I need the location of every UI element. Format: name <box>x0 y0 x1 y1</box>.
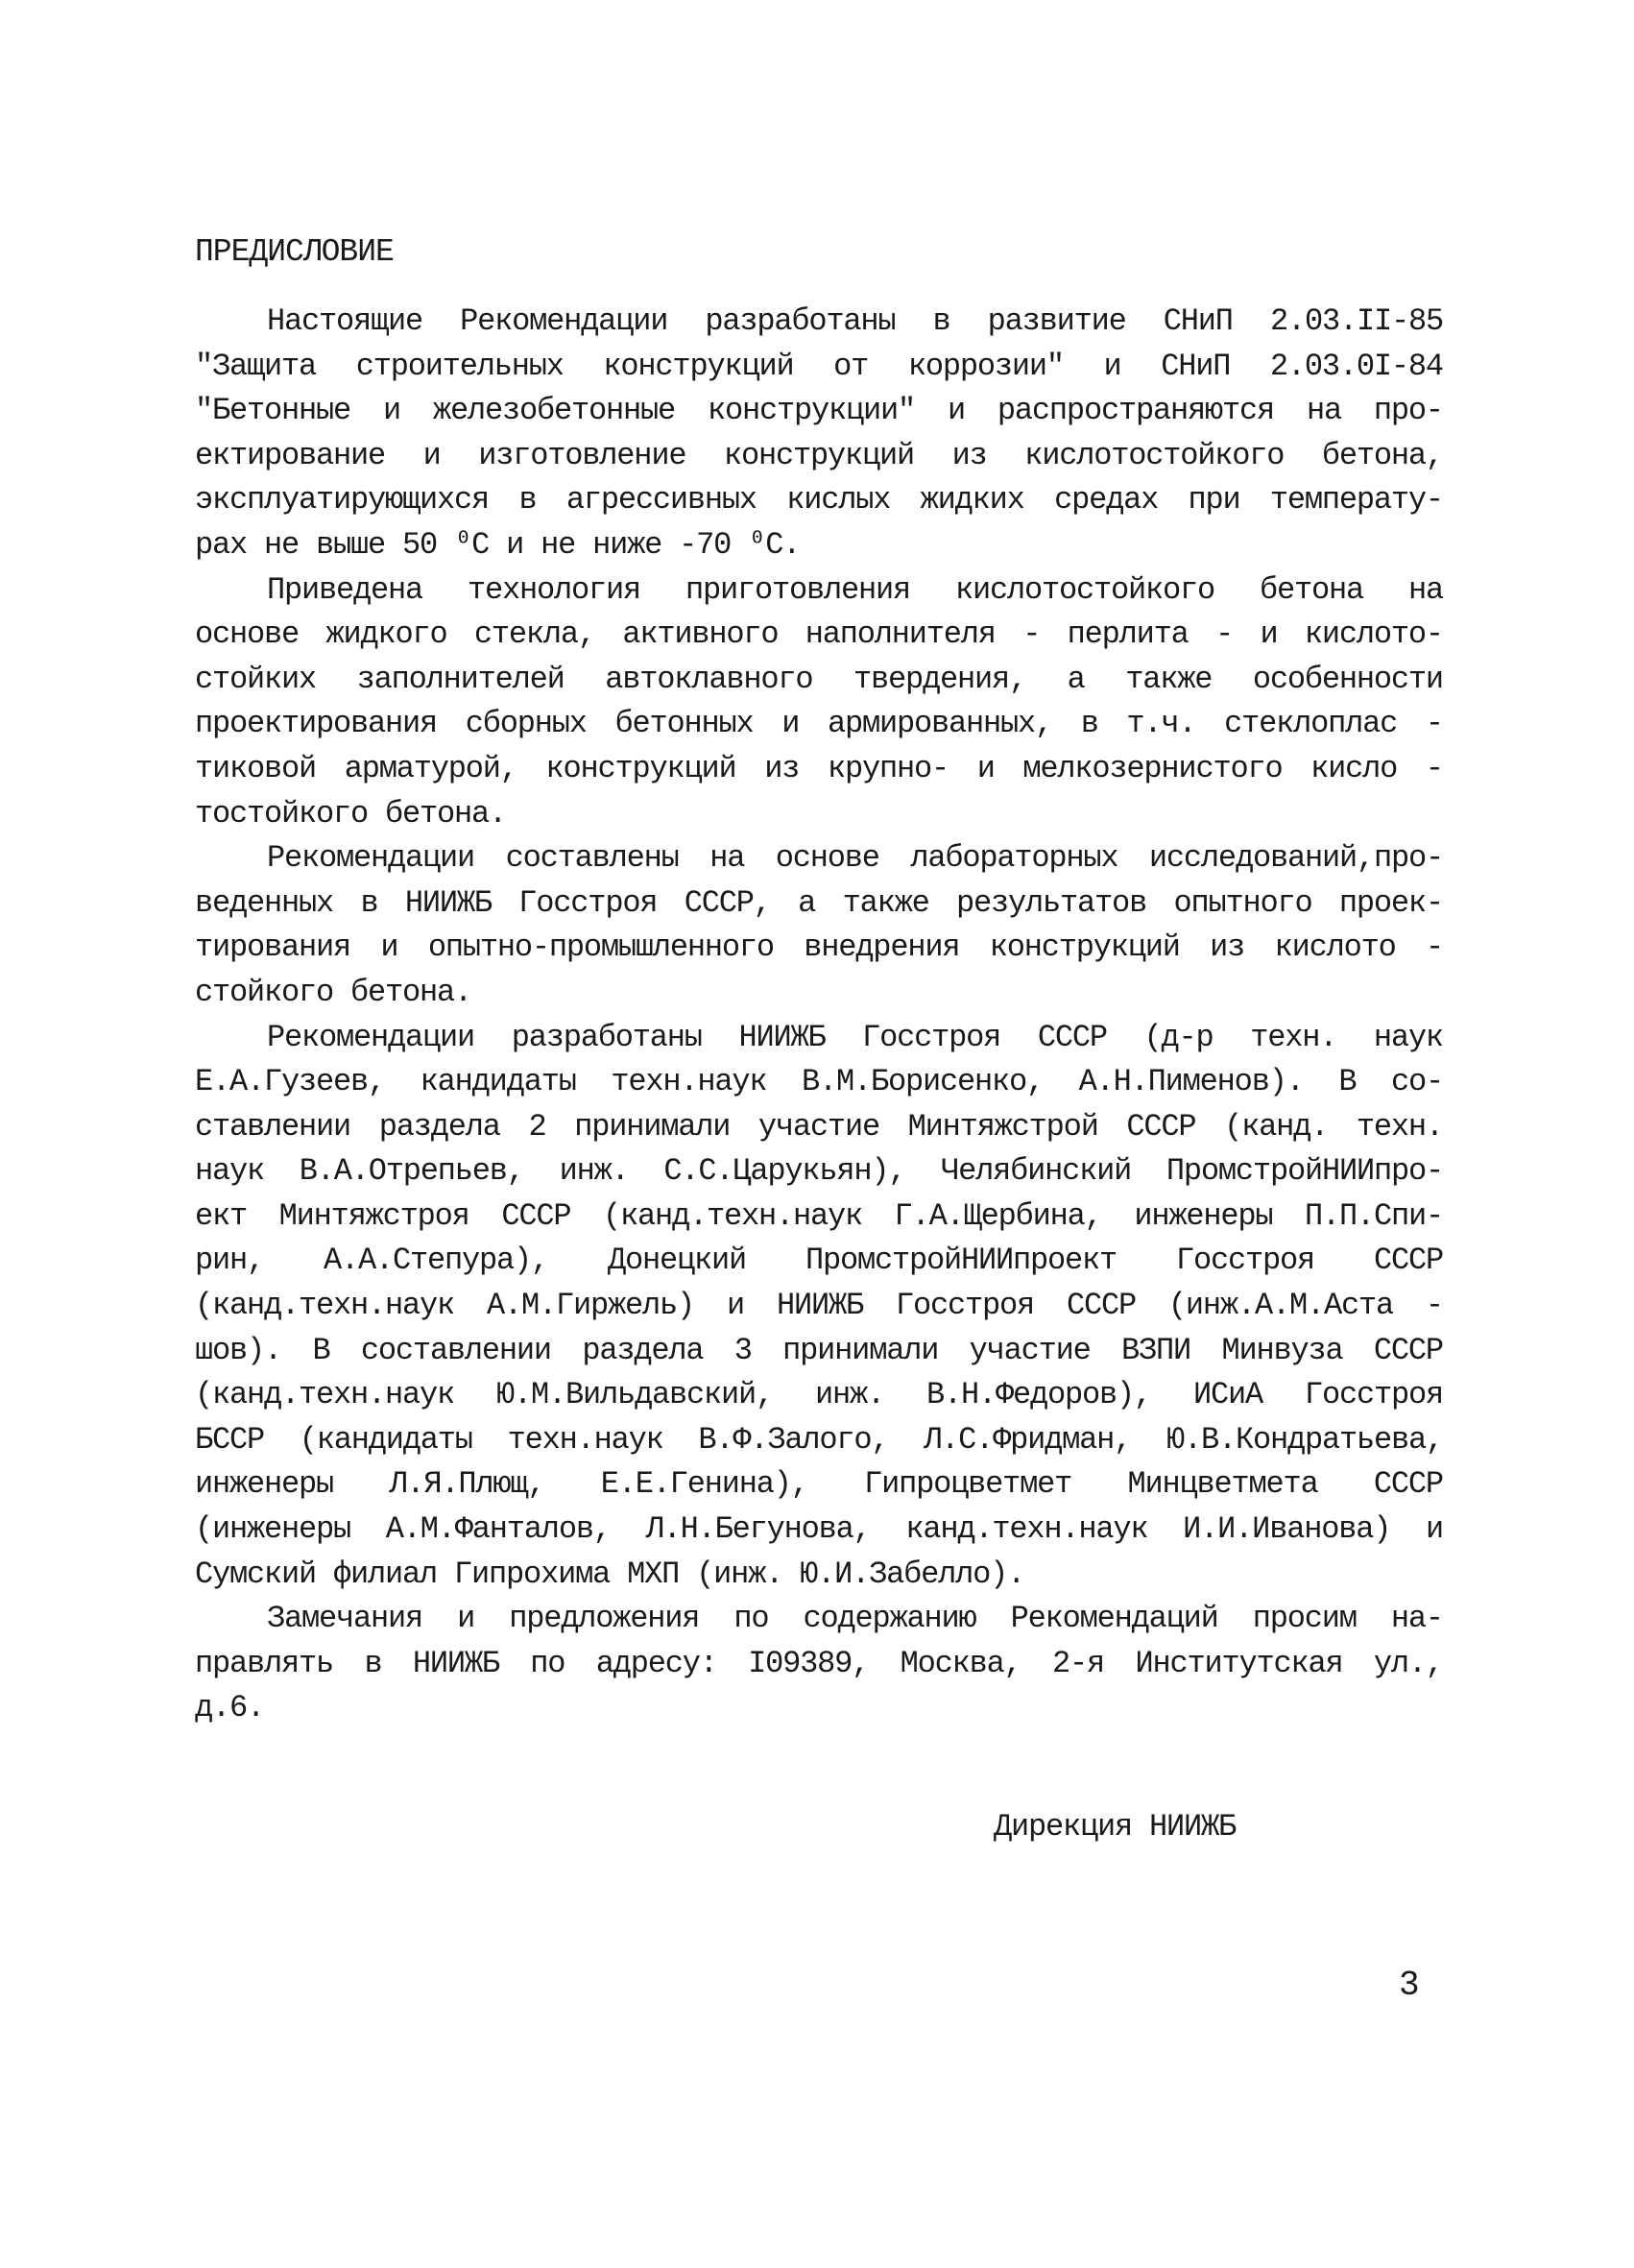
word: развитие <box>987 303 1126 339</box>
word: - <box>1425 706 1443 742</box>
paragraph <box>195 1597 1443 1731</box>
word: ул., <box>1373 1645 1443 1681</box>
word: (канд.техн.наук <box>195 1377 455 1413</box>
text-line <box>195 1462 1443 1508</box>
word: Минвуза <box>1221 1332 1343 1368</box>
word: конструкций <box>723 437 914 473</box>
word: Рекомендации <box>267 1019 475 1055</box>
word: на <box>1407 571 1443 608</box>
word: кисло <box>1310 750 1398 786</box>
word: НИИЖБ <box>776 1288 864 1324</box>
word: при <box>1188 482 1240 519</box>
word: - <box>1215 616 1234 653</box>
word: разработаны <box>511 1019 702 1055</box>
word: техн. <box>1250 1019 1337 1055</box>
word: СНиП <box>1163 303 1233 339</box>
word: Рекомендаций <box>1010 1601 1218 1637</box>
word: строительных <box>355 348 564 384</box>
word: наполнителя <box>805 616 996 653</box>
word: коррозии" <box>907 348 1064 384</box>
text-line <box>195 389 1443 434</box>
word: конструкций <box>989 929 1180 966</box>
word: а <box>798 884 816 921</box>
word: (инженеры <box>195 1511 351 1548</box>
word: 2.03.II-85 <box>1269 303 1443 339</box>
word: а <box>1067 661 1085 697</box>
word: конструкций <box>545 750 736 786</box>
word: ПромстройНИИпро- <box>1165 1153 1443 1190</box>
word: А.М.Фанталов, <box>385 1511 611 1548</box>
text-line <box>195 1686 1443 1731</box>
word: армированных, <box>827 706 1052 742</box>
word: инженеры <box>195 1466 334 1503</box>
text-line <box>195 345 1443 390</box>
word: СССР <box>1373 1466 1443 1503</box>
word: адресу: <box>595 1645 717 1681</box>
word: А.А.Степура), <box>323 1243 549 1279</box>
word: - <box>1425 1288 1443 1324</box>
word: Госстроя <box>518 884 658 921</box>
word: (д-р <box>1143 1019 1213 1055</box>
word: конструкций <box>603 348 794 384</box>
word: "Защита <box>195 348 317 384</box>
word: от <box>833 348 869 384</box>
word: инж. <box>815 1377 885 1413</box>
word: (инж.А.М.Аста <box>1167 1288 1393 1324</box>
word: Настоящие <box>267 303 423 339</box>
word: В.Ф.Залого, <box>698 1421 889 1458</box>
text-line <box>195 792 1443 837</box>
word: И.И.Иванова) <box>1183 1511 1391 1548</box>
word: железобетонные <box>432 393 675 429</box>
word: составлены <box>505 840 679 877</box>
word: В.Н.Федоров), <box>926 1377 1152 1413</box>
word: ставлении <box>195 1108 351 1145</box>
word: стеклоплас <box>1224 706 1398 742</box>
word: В.М.Борисенко, <box>801 1064 1045 1100</box>
word: Минтяжстроя <box>278 1197 469 1234</box>
word: и <box>727 1288 745 1324</box>
word: Л.Н.Бегунова, <box>645 1511 871 1548</box>
paragraph <box>195 836 1443 1015</box>
word: СССР <box>501 1197 571 1234</box>
word: внедрения <box>804 929 960 966</box>
word: Л.С.Фридман, <box>924 1421 1132 1458</box>
word: наук <box>195 1153 265 1190</box>
word: и <box>380 929 398 966</box>
word: по <box>530 1645 565 1681</box>
page-title: ПРЕДИСЛОВИЕ <box>195 234 394 270</box>
word: опытного <box>1173 884 1312 921</box>
word: содержанию <box>803 1601 976 1637</box>
text-line <box>195 658 1443 703</box>
word: конструкции" <box>707 393 915 429</box>
word: СССР <box>1373 1243 1443 1279</box>
word: СССР <box>1373 1332 1443 1368</box>
word: на- <box>1390 1601 1443 1637</box>
word: СССР <box>1126 1108 1196 1145</box>
word: (канд.техн.наук <box>195 1288 455 1324</box>
word: в <box>1080 706 1098 742</box>
text-line <box>195 434 1443 479</box>
word: тиковой <box>195 750 317 786</box>
word: раздела <box>378 1108 500 1145</box>
text-line <box>195 1329 1443 1374</box>
word: ектирование <box>195 437 386 473</box>
word: В <box>1338 1064 1357 1100</box>
text-line <box>195 613 1443 658</box>
word: ПромстройНИИпроект <box>805 1243 1117 1279</box>
text-line <box>195 836 1443 881</box>
word: сборных <box>465 706 587 742</box>
text-line <box>195 926 1443 971</box>
word: на <box>709 840 745 877</box>
word: особенности <box>1252 661 1443 697</box>
word: предложения <box>509 1601 700 1637</box>
line-text: стойкого бетона. <box>195 974 472 1010</box>
word: бетонных <box>614 706 754 742</box>
text-line <box>195 747 1443 792</box>
word: I09389, <box>748 1645 870 1681</box>
text-line <box>195 1597 1443 1642</box>
word: правлять <box>195 1645 334 1681</box>
word: заполнителей <box>356 661 565 697</box>
word: проектирования <box>195 706 438 742</box>
word: ект <box>195 1197 248 1234</box>
word: В <box>312 1332 330 1368</box>
text-line <box>195 1418 1443 1463</box>
word: в <box>518 482 537 519</box>
word: принимали <box>574 1108 731 1145</box>
word: из <box>951 437 987 473</box>
text-line <box>195 300 1443 345</box>
word: Замечания <box>267 1601 423 1637</box>
word: - <box>1425 929 1443 966</box>
word: приготовления <box>685 571 911 608</box>
word: Приведена <box>267 571 423 608</box>
word: НИИЖБ <box>412 1645 499 1681</box>
text-line <box>195 1105 1443 1150</box>
word: по <box>733 1601 769 1637</box>
word: кислото <box>1274 929 1396 966</box>
text-line <box>195 881 1443 927</box>
word: А.М.Гиржель) <box>487 1288 695 1324</box>
word: перлита <box>1067 616 1189 653</box>
text-line <box>195 1016 1443 1061</box>
word: Г.А.Щербина, <box>894 1197 1102 1234</box>
line-text: Сумский филиал Гипрохима МХП (инж. Ю.И.Забелло). <box>195 1556 1025 1592</box>
word: про- <box>1373 393 1443 429</box>
page-number: 3 <box>1399 1966 1420 2005</box>
word: просим <box>1252 1601 1357 1637</box>
text-line <box>195 1239 1443 1284</box>
text-line <box>195 1508 1443 1553</box>
word: на <box>1306 393 1341 429</box>
word: Л.Я.Плющ, <box>389 1466 545 1503</box>
word: бетона <box>1260 571 1364 608</box>
paragraph <box>195 1016 1443 1598</box>
text-line <box>195 1194 1443 1240</box>
word: ВЗПИ <box>1121 1332 1191 1368</box>
word: кислых <box>786 482 891 519</box>
word: лабораторных <box>910 840 1118 877</box>
word: СССР <box>1066 1288 1136 1324</box>
word: БССР <box>195 1421 265 1458</box>
word: СНиП <box>1161 348 1231 384</box>
word: твердения, <box>853 661 1026 697</box>
word: и <box>1103 348 1121 384</box>
word: и <box>976 750 995 786</box>
word: температу- <box>1269 482 1443 519</box>
line-text: д.6. <box>195 1690 265 1726</box>
word: техн.наук <box>611 1064 767 1100</box>
text-line <box>195 1553 1443 1598</box>
word: проек- <box>1338 884 1443 921</box>
word: изготовление <box>478 437 686 473</box>
word: веденных <box>195 884 334 921</box>
word: Рекомендации <box>460 303 668 339</box>
word: арматурой, <box>344 750 517 786</box>
word: Гипроцветмет <box>864 1466 1072 1503</box>
word: В.А.Отрепьев, <box>299 1153 524 1190</box>
word: - <box>1425 750 1443 786</box>
word: т.ч. <box>1126 706 1196 742</box>
word: рин, <box>195 1243 265 1279</box>
word: Е.А.Гузеев, <box>195 1064 386 1100</box>
signature: Дирекция НИИЖБ <box>994 1809 1237 1845</box>
text-line <box>195 523 1443 568</box>
word: Госстроя <box>1175 1243 1314 1279</box>
word: 2-я <box>1052 1645 1105 1681</box>
word: Москва, <box>900 1645 1021 1681</box>
word: и <box>1260 616 1278 653</box>
word: (канд.техн.наук <box>602 1197 863 1234</box>
word: со- <box>1390 1064 1443 1100</box>
word: шов). <box>195 1332 282 1368</box>
word: кислотостойкого <box>1024 437 1285 473</box>
word: кандидаты <box>420 1064 576 1100</box>
word: техн.наук <box>507 1421 663 1458</box>
word: опытно-промышленного <box>427 929 774 966</box>
word: стекла, <box>473 616 595 653</box>
word: и <box>422 437 441 473</box>
word: результатов <box>956 884 1147 921</box>
word: мелкозернистого <box>1022 750 1283 786</box>
word: и <box>382 393 400 429</box>
word: Минцветмета <box>1127 1466 1318 1503</box>
word: Донецкий <box>607 1243 746 1279</box>
word: 3 <box>733 1332 752 1368</box>
word: тирования <box>195 929 351 966</box>
text-line <box>195 971 1443 1016</box>
word: и <box>1425 1511 1443 1548</box>
word: из <box>764 750 800 786</box>
line-text: тостойкого бетона. <box>195 795 507 832</box>
word: распространяются <box>997 393 1274 429</box>
word: наук <box>1373 1019 1443 1055</box>
word: (канд. <box>1224 1108 1329 1145</box>
word: агрессивных <box>565 482 757 519</box>
word: крупно- <box>827 750 949 786</box>
word: участие <box>757 1108 879 1145</box>
body-text <box>195 300 1443 1731</box>
text-line <box>195 1373 1443 1418</box>
word: бетона, <box>1321 437 1443 473</box>
word: активного <box>622 616 779 653</box>
word: стойких <box>195 661 317 697</box>
word: автоклавного <box>605 661 813 697</box>
word: НИИЖБ <box>404 884 492 921</box>
word: А.Н.Пименов). <box>1078 1064 1304 1100</box>
word: раздела <box>582 1332 704 1368</box>
word: в <box>364 1645 382 1681</box>
word: С.С.Царукьян), <box>663 1153 906 1190</box>
word: техн. <box>1356 1108 1443 1145</box>
word: разработаны <box>705 303 896 339</box>
word: П.П.Спи- <box>1304 1197 1443 1234</box>
word: технология <box>467 571 641 608</box>
word: Е.Е.Генина), <box>600 1466 808 1503</box>
word: принимали <box>782 1332 939 1368</box>
word: Минтяжстрой <box>907 1108 1098 1145</box>
text-line <box>195 1642 1443 1687</box>
text-line <box>195 568 1443 614</box>
word: инж. <box>559 1153 629 1190</box>
word: ИСиА <box>1193 1377 1263 1413</box>
word: Ю.В.Кондратьева, <box>1165 1421 1443 1458</box>
word: кислотостойкого <box>954 571 1215 608</box>
text-line <box>195 702 1443 747</box>
word: эксплуатирующихся <box>195 482 490 519</box>
word: канд.техн.наук <box>905 1511 1148 1548</box>
text-line <box>195 478 1443 523</box>
text-line <box>195 1060 1443 1105</box>
text-line <box>195 1149 1443 1194</box>
word: также <box>1125 661 1213 697</box>
word: 2 <box>528 1108 546 1145</box>
word: "Бетонные <box>195 393 351 429</box>
word: Госстроя <box>1304 1377 1443 1413</box>
word: жидких <box>920 482 1024 519</box>
word: Рекомендации <box>267 840 475 877</box>
word: Челябинский <box>941 1153 1132 1190</box>
word: составлении <box>360 1332 551 1368</box>
word: СССР, <box>684 884 771 921</box>
line-text: рах не выше 50 ⁰С и не ниже -70 ⁰С. <box>195 526 801 563</box>
word: основе <box>775 840 879 877</box>
word: и <box>781 706 800 742</box>
word: и <box>457 1601 475 1637</box>
word: инженеры <box>1134 1197 1273 1234</box>
word: СССР <box>1037 1019 1107 1055</box>
word: - <box>1022 616 1041 653</box>
word: исследований,про- <box>1148 840 1443 877</box>
word: жидкого <box>325 616 447 653</box>
word: в <box>360 884 378 921</box>
word: кислото- <box>1304 616 1443 653</box>
word: 2.03.0I-84 <box>1269 348 1443 384</box>
paragraph <box>195 300 1443 568</box>
word: Институтская <box>1135 1645 1343 1681</box>
word: средах <box>1054 482 1159 519</box>
word: Госстроя <box>895 1288 1034 1324</box>
word: из <box>1210 929 1245 966</box>
word: основе <box>195 616 300 653</box>
word: участие <box>969 1332 1091 1368</box>
word: в <box>932 303 950 339</box>
word: НИИЖБ <box>738 1019 826 1055</box>
word: и <box>947 393 965 429</box>
word: Госстроя <box>862 1019 1001 1055</box>
text-line <box>195 1284 1443 1329</box>
word: также <box>842 884 929 921</box>
word: Ю.М.Вильдавский, <box>496 1377 774 1413</box>
paragraph <box>195 568 1443 837</box>
word: (кандидаты <box>299 1421 472 1458</box>
